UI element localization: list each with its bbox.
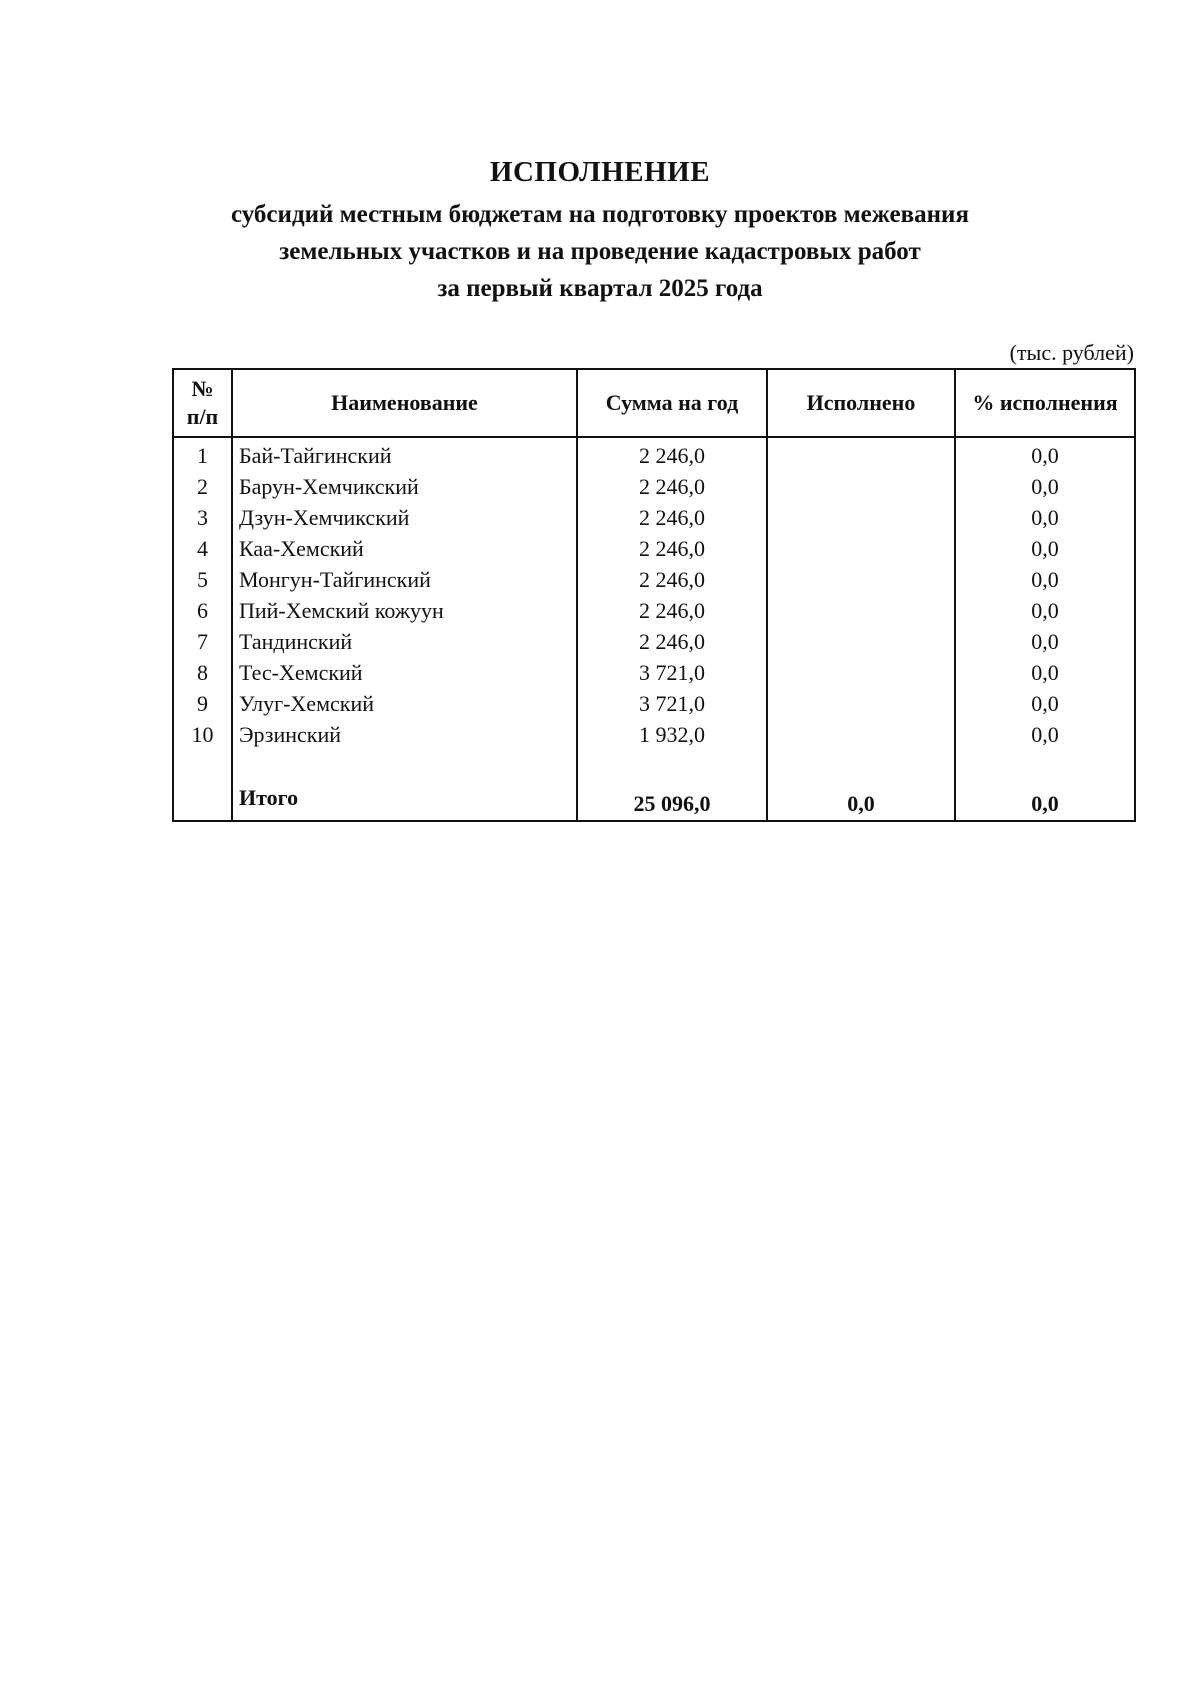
row-sum: 2 246,0 [577,471,767,502]
table-row [173,471,1135,502]
row-pct: 0,0 [955,437,1135,471]
table-row [173,437,1135,471]
row-num: 1 [173,437,232,471]
table-row [173,626,1135,657]
total-sum: 25 096,0 [577,784,767,821]
spacer-cell [577,750,767,784]
subtitle-line-1: субсидий местным бюджетам на подготовку проектов межевания [231,201,969,228]
header-num-line-1: № [191,376,214,401]
row-num: 4 [173,533,232,564]
table-row [173,564,1135,595]
row-done [767,719,955,750]
row-name: Бай-Тайгинский [232,437,577,471]
table-row [173,657,1135,688]
row-done [767,657,955,688]
row-done [767,533,955,564]
row-name: Каа-Хемский [232,533,577,564]
spacer-cell [232,750,577,784]
header-sum: Сумма на год [577,369,767,437]
row-num: 3 [173,502,232,533]
row-pct: 0,0 [955,657,1135,688]
total-done: 0,0 [767,784,955,821]
spacer-cell [173,750,232,784]
row-name: Улуг-Хемский [232,688,577,719]
row-sum: 2 246,0 [577,502,767,533]
row-pct: 0,0 [955,626,1135,657]
document-subtitle [0,196,1200,307]
row-pct: 0,0 [955,502,1135,533]
header-num [173,369,232,437]
subtitle-line-2: земельных участков и на проведение кадастровых работ [279,238,921,265]
table-row [173,595,1135,626]
row-name: Тандинский [232,626,577,657]
row-pct: 0,0 [955,564,1135,595]
header-num-line-2: п/п [186,404,219,429]
row-num: 9 [173,688,232,719]
row-sum: 2 246,0 [577,437,767,471]
table-row [173,533,1135,564]
row-num: 2 [173,471,232,502]
header-name: Наименование [232,369,577,437]
subtitle-line-3: за первый квартал 2025 года [437,275,763,302]
row-name: Эрзинский [232,719,577,750]
table-row [173,502,1135,533]
row-name: Дзун-Хемчикский [232,502,577,533]
row-done [767,626,955,657]
table-row [173,688,1135,719]
row-name: Монгун-Тайгинский [232,564,577,595]
row-num: 5 [173,564,232,595]
execution-table [172,368,1136,822]
row-done [767,471,955,502]
table-spacer-row [173,750,1135,784]
row-pct: 0,0 [955,719,1135,750]
row-name: Барун-Хемчикский [232,471,577,502]
row-sum: 2 246,0 [577,564,767,595]
total-label: Итого [232,784,577,821]
row-sum: 2 246,0 [577,595,767,626]
row-num: 7 [173,626,232,657]
row-num: 6 [173,595,232,626]
row-pct: 0,0 [955,533,1135,564]
total-pct: 0,0 [955,784,1135,821]
row-num: 10 [173,719,232,750]
row-done [767,564,955,595]
table-header-row [173,369,1135,437]
title-block [0,152,1200,307]
row-sum: 3 721,0 [577,657,767,688]
row-done [767,688,955,719]
header-done: Исполнено [767,369,955,437]
row-done [767,502,955,533]
total-num-cell [173,784,232,821]
row-name: Тес-Хемский [232,657,577,688]
row-pct: 0,0 [955,471,1135,502]
row-sum: 2 246,0 [577,533,767,564]
row-done [767,437,955,471]
row-sum: 1 932,0 [577,719,767,750]
row-pct: 0,0 [955,595,1135,626]
row-done [767,595,955,626]
header-pct: % исполнения [955,369,1135,437]
spacer-cell [955,750,1135,784]
table-row [173,719,1135,750]
spacer-cell [767,750,955,784]
row-name: Пий-Хемский кожуун [232,595,577,626]
document-title: ИСПОЛНЕНИЕ [489,156,711,188]
row-num: 8 [173,657,232,688]
row-pct: 0,0 [955,688,1135,719]
row-sum: 2 246,0 [577,626,767,657]
row-sum: 3 721,0 [577,688,767,719]
units-note: (тыс. рублей) [1009,340,1134,365]
table-total-row [173,784,1135,821]
